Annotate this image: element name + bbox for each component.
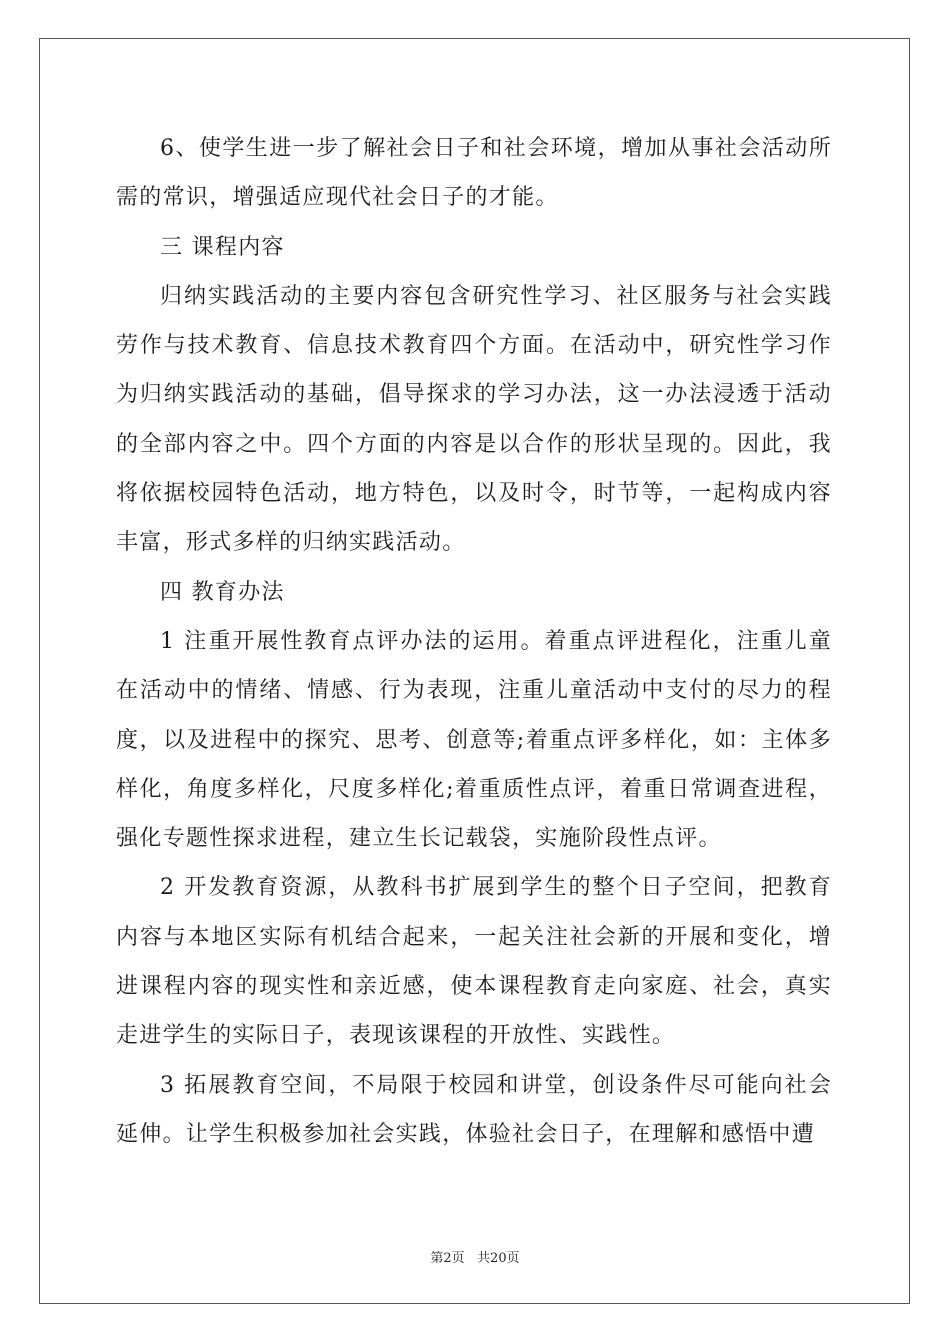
page-footer	[0, 1247, 950, 1266]
document-body	[116, 124, 832, 1159]
paragraph-method-1: 1 注重开展性教育点评办法的运用。着重点评进程化，注重儿童在活动中的情绪、情感、行为表现，注重儿童活动中支付的尽力的程度，以及进程中的探究、思考、创意等;着重点评多样化，如：主体多样化，角度多样化，尺度多样化;着重质性点评，着重日常调查进程，强化专题性探求进程，建立生长记载袋，实施阶段性点评。	[116, 628, 832, 852]
section-heading-3: 三 课程内容	[160, 234, 285, 260]
section-heading-4: 四 教育办法	[160, 579, 285, 605]
paragraph-method-2: 2 开发教育资源，从教科书扩展到学生的整个日子空间，把教育内容与本地区实际有机结合起来，一起关注社会新的开展和变化，增进课程内容的现实性和亲近感，使本课程教育走向家庭、社会，真实走进学生的实际日子，表现该课程的开放性、实践性。	[116, 875, 832, 1049]
paragraph-method-3: 3 拓展教育空间，不局限于校园和讲堂，创设条件尽可能向社会延伸。让学生积极参加社会实践，体验社会日子，在理解和感悟中遭	[116, 1072, 832, 1147]
page-number: 第2页 共20页	[430, 1251, 520, 1266]
paragraph-course-content: 归纳实践活动的主要内容包含研究性学习、社区服务与社会实践劳作与技术教育、信息技术教育四个方面。在活动中，研究性学习作为归纳实践活动的基础，倡导探求的学习办法，这一办法浸透于活动的全部内容之中。四个方面的内容是以合作的形状呈现的。因此，我将依据校园特色活动，地方特色，以及时令，时节等，一起构成内容丰富，形式多样的归纳实践活动。	[116, 283, 832, 556]
paragraph-1: 6、使学生进一步了解社会日子和社会环境，增加从事社会活动所需的常识，增强适应现代社会日子的才能。	[116, 136, 832, 211]
